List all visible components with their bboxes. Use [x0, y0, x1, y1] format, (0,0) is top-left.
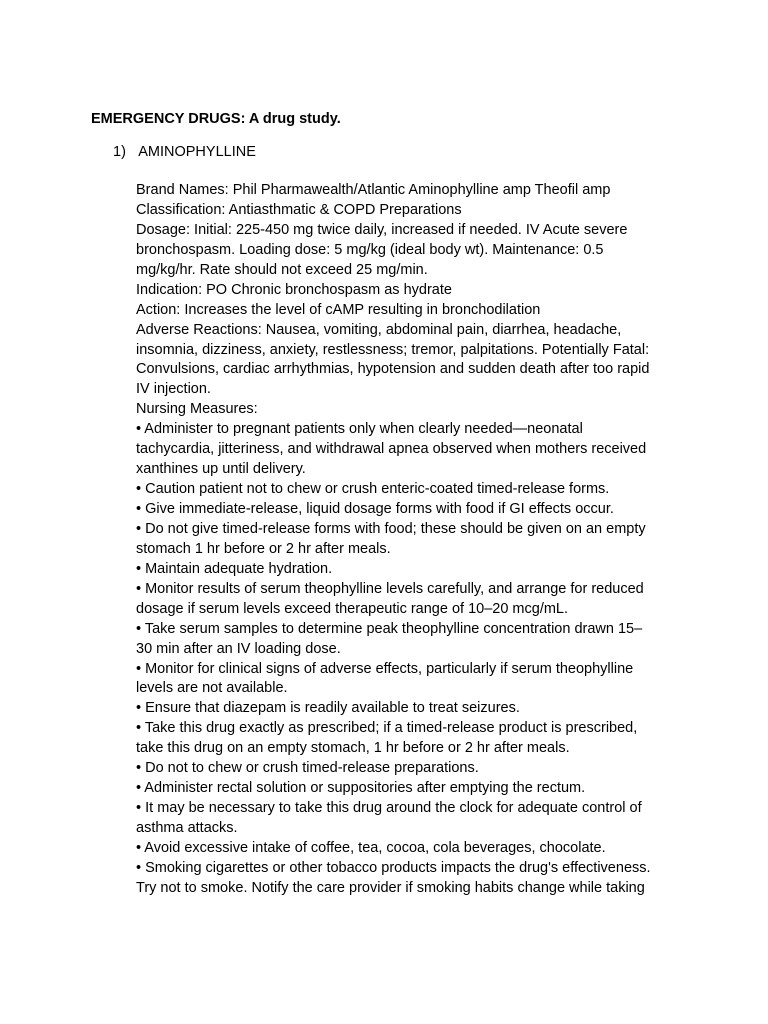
body-line: stomach 1 hr before or 2 hr after meals. — [136, 540, 391, 557]
body-line: levels are not available. — [136, 680, 288, 697]
body-line: Classification: Antiasthmatic & COPD Preparations — [136, 201, 462, 218]
body-line: • Caution patient not to chew or crush enteric-coated timed-release forms. — [136, 481, 610, 498]
body-line: • Give immediate-release, liquid dosage forms with food if GI effects occur. — [136, 501, 614, 517]
body-line: xanthines up until delivery. — [136, 461, 306, 478]
body-line: Adverse Reactions: Nausea, vomiting, abdominal pain, diarrhea, headache, — [136, 321, 622, 338]
body-line: • Do not give timed-release forms with food; these should be given on an empty — [136, 520, 646, 537]
body-line: Try not to smoke. Notify the care provider if smoking habits change while taking — [136, 879, 645, 896]
body-line: mg/kg/hr. Rate should not exceed 25 mg/min. — [136, 261, 428, 278]
body-line: Indication: PO Chronic bronchospasm as hydrate — [136, 281, 452, 298]
body-line: insomnia, dizziness, anxiety, restlessness; tremor, palpitations. Potentially Fatal: — [136, 341, 650, 358]
body-line: Dosage: Initial: 225-450 mg twice daily, increased if needed. IV Acute severe — [136, 221, 628, 238]
body-line: • Take serum samples to determine peak theophylline concentration drawn 15– — [136, 620, 643, 637]
body-line: bronchospasm. Loading dose: 5 mg/kg (ideal body wt). Maintenance: 0.5 — [136, 241, 604, 258]
body-line: dosage if serum levels exceed therapeutic range of 10–20 mcg/mL. — [136, 600, 569, 617]
body-line: • Administer to pregnant patients only when clearly needed—neonatal — [136, 421, 583, 438]
body-line: • Monitor results of serum theophylline levels carefully, and arrange for reduced — [136, 580, 644, 597]
body-line: Brand Names: Phil Pharmawealth/Atlantic Aminophylline amp Theofil amp — [136, 182, 611, 198]
section-number: 1) — [113, 144, 126, 160]
body-line: • Monitor for clinical signs of adverse effects, particularly if serum theophylline — [136, 660, 634, 677]
body-line: • It may be necessary to take this drug around the clock for adequate control of — [136, 800, 642, 817]
body-line: take this drug on an empty stomach, 1 hr before or 2 hr after meals. — [136, 740, 570, 757]
body-line: • Do not to chew or crush timed-release preparations. — [136, 760, 479, 777]
body-line: • Ensure that diazepam is readily available to treat seizures. — [136, 700, 520, 717]
body-line: Nursing Measures: — [136, 401, 258, 418]
section-name: AMINOPHYLLINE — [138, 144, 256, 160]
body-line: tachycardia, jitteriness, and withdrawal apnea observed when mothers received — [136, 441, 647, 458]
body-line: • Maintain adequate hydration. — [136, 560, 333, 577]
document-title: EMERGENCY DRUGS: A drug study. — [91, 111, 341, 127]
body-line: Convulsions, cardiac arrhythmias, hypotension and sudden death after too rapid — [136, 361, 650, 378]
body-line: 30 min after an IV loading dose. — [136, 640, 341, 657]
body-line: IV injection. — [136, 381, 211, 398]
drug-study-body — [136, 181, 676, 899]
body-line: • Smoking cigarettes or other tobacco products impacts the drug's effectiveness. — [136, 859, 651, 876]
body-line: • Take this drug exactly as prescribed; if a timed-release product is prescribed, — [136, 720, 638, 737]
body-line: asthma attacks. — [136, 820, 238, 836]
body-line: Action: Increases the level of cAMP resulting in bronchodilation — [136, 301, 541, 318]
body-line: • Avoid excessive intake of coffee, tea, cocoa, cola beverages, chocolate. — [136, 839, 606, 856]
section-heading — [113, 142, 256, 162]
body-line: • Administer rectal solution or suppositories after emptying the rectum. — [136, 780, 586, 797]
